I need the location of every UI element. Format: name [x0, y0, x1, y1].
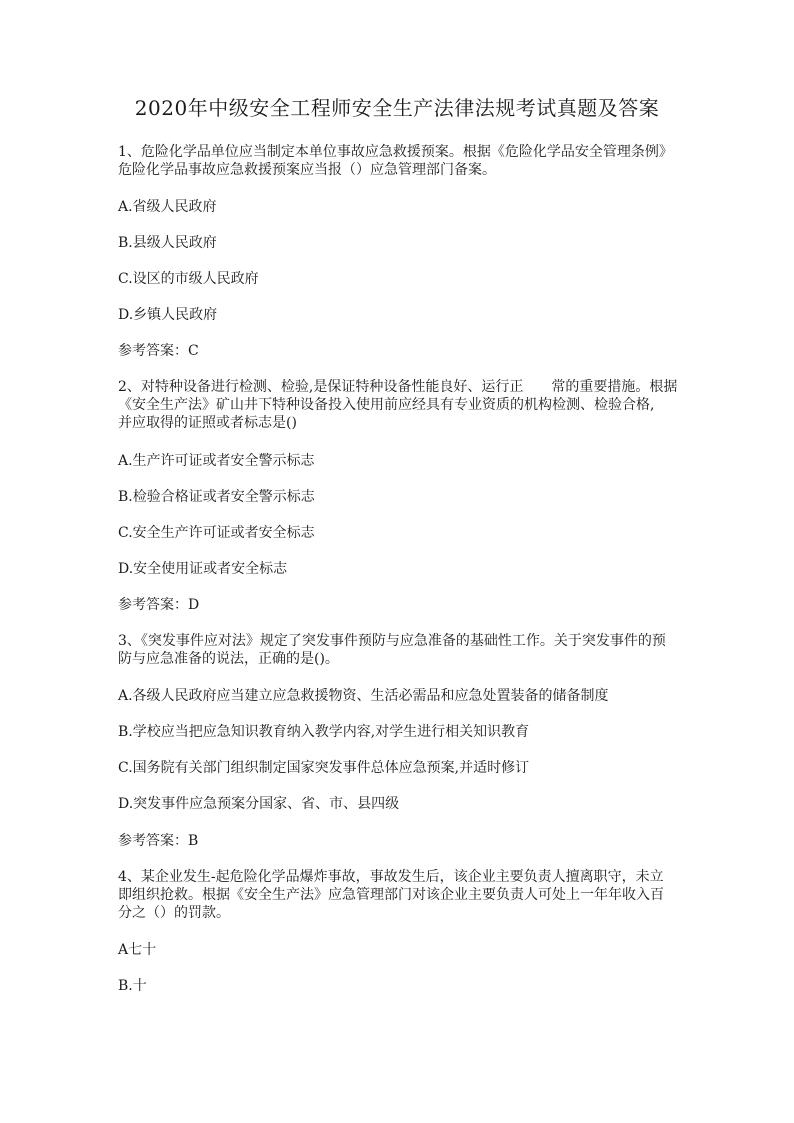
- question-3-option-c: C.国务院有关部门组织制定国家突发事件总体应急预案,并适时修订: [118, 760, 530, 776]
- question-3-option-d: D.突发事件应急预案分国家、省、市、县四级: [118, 796, 400, 812]
- question-1-option-a: A.省级人民政府: [118, 199, 217, 215]
- question-4-stem: [118, 868, 683, 922]
- question-1-option-b: B.县级人民政府: [118, 235, 217, 251]
- question-3-option-b: B.学校应当把应急知识教育纳入教学内容,对学生进行相关知识教育: [118, 724, 530, 740]
- question-2-option-b: B.检验合格证或者安全警示标志: [118, 489, 315, 505]
- question-line: 防与应急准备的说法，正确的是()。: [118, 651, 339, 667]
- question-4-option-a: A七十: [118, 942, 157, 958]
- question-line: 4、某企业发生-起危险化学品爆炸事故，事故发生后，该企业主要负责人擅离职守，未立: [118, 869, 664, 885]
- question-2-option-c: C.安全生产许可证或者安全标志: [118, 525, 315, 541]
- question-1-stem: [118, 143, 683, 179]
- question-3-option-a: A.各级人民政府应当建立应急救援物资、生活必需品和应急处置装备的储备制度: [118, 688, 609, 704]
- question-2-stem: [118, 378, 683, 432]
- question-line: 1、危险化学品单位应当制定本单位事故应急救援预案。根据《危险化学品安全管理条例》: [118, 144, 673, 160]
- question-4-option-b: B.十: [118, 978, 147, 994]
- question-2-answer: 参考答案：D: [118, 597, 200, 613]
- question-line: 并应取得的证照或者标志是(): [118, 415, 297, 431]
- question-3-stem: [118, 632, 683, 668]
- question-3-answer: 参考答案：B: [118, 833, 199, 849]
- question-1-option-c: C.设区的市级人民政府: [118, 271, 259, 287]
- question-line: 分之（）的罚款。: [118, 905, 230, 921]
- question-2-option-d: D.安全使用证或者安全标志: [118, 561, 288, 577]
- question-line: 2、对特种设备进行检测、检验,是保证特种设备性能良好、运行正 常的重要措施。根据: [118, 379, 678, 395]
- question-1-option-d: D.乡镇人民政府: [118, 307, 218, 323]
- question-1-answer: 参考答案：C: [118, 343, 199, 359]
- question-line: 《安全生产法》矿山井下特种设备投入使用前应经具有专业资质的机构检测、检验合格,: [118, 397, 655, 413]
- question-2-option-a: A.生产许可证或者安全警示标志: [118, 453, 315, 469]
- document-title: 2020年中级安全工程师安全生产法律法规考试真题及答案: [134, 96, 660, 120]
- question-line: 即组织抢救。根据《安全生产法》应急管理部门对该企业主要负责人可处上一年年收入百: [118, 887, 664, 903]
- question-line: 危险化学品事故应急救援预案应当报（）应急管理部门备案。: [118, 162, 496, 178]
- question-line: 3、《突发事件应对法》规定了突发事件预防与应急准备的基础性工作。关于突发事件的预: [118, 633, 666, 649]
